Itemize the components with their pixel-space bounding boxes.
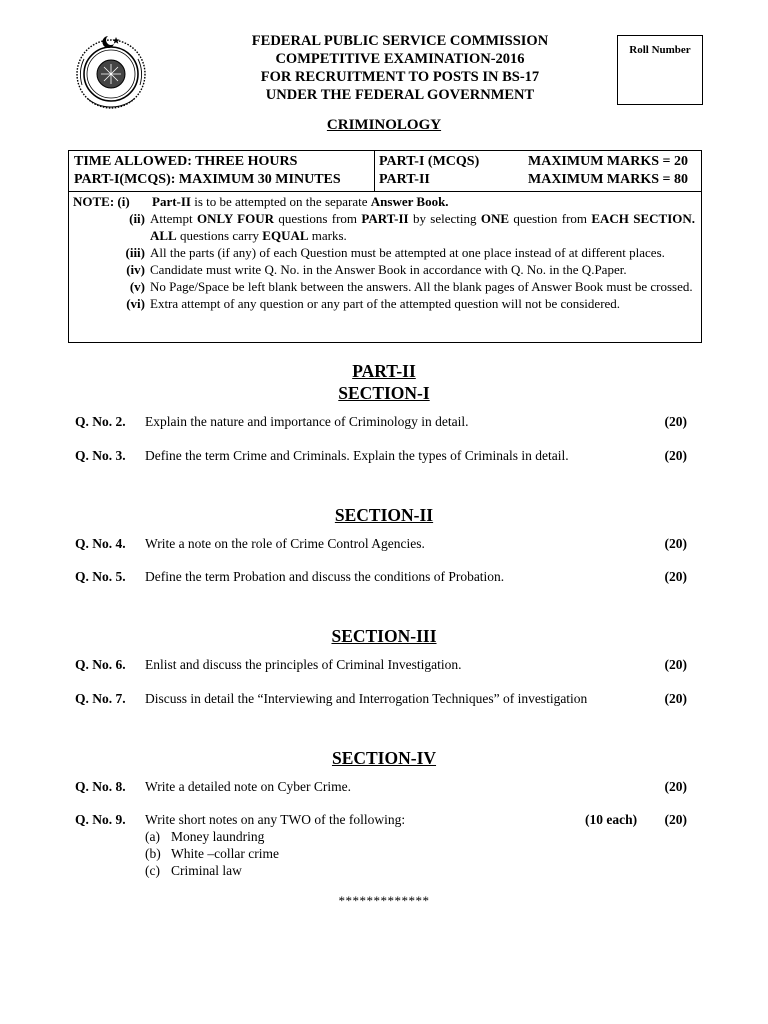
question-marks: (20) (664, 414, 687, 429)
note-label: NOTE: (i) (73, 194, 130, 209)
question-text: Write a detailed note on Cyber Crime. (145, 779, 352, 794)
question-marks: (20) (664, 691, 687, 706)
note-number: (iii) (125, 245, 145, 260)
option-item: (a) Money laundring (145, 829, 265, 844)
note-number: (ii) (129, 211, 145, 226)
note-item (69, 278, 701, 295)
note-text: Part-II is to be attempted on the separate Answer Book. (152, 194, 449, 209)
question-number: Q. No. 2. (75, 414, 126, 429)
note-item (69, 295, 701, 312)
subject-title: CRIMINOLOGY (326, 117, 442, 133)
section-title: SECTION-II (334, 505, 434, 525)
note-text: Attempt ONLY FOUR questions from PART-II by selecting ONE question from EACH SECTION. ALL questions carry EQUAL marks. (150, 211, 696, 243)
note-item (69, 193, 701, 210)
question-text: Write a note on the role of Crime Control Agencies. (145, 536, 425, 551)
part2-marks: MAXIMUM MARKS = 80 (528, 172, 689, 187)
header-line-3: FOR RECRUITMENT TO POSTS IN BS-17 (260, 69, 540, 85)
question-row (75, 811, 695, 881)
question-marks: (20) (664, 569, 687, 584)
time-allowed: TIME ALLOWED: THREE HOURS (74, 154, 298, 169)
note-item (69, 244, 701, 261)
question-text: Define the term Probation and discuss the conditions of Probation. (145, 569, 505, 584)
exam-header (200, 32, 600, 104)
section-title: SECTION-III (331, 626, 437, 646)
question-marks: (20) (664, 448, 687, 463)
note-number: (iv) (126, 262, 145, 277)
option-item: (b) White –collar crime (145, 846, 279, 861)
note-text: All the parts (if any) of each Question must be attempted at one place instead of at different places. (150, 245, 665, 260)
question-marks: (20) (664, 812, 687, 827)
header-line-1: FEDERAL PUBLIC SERVICE COMMISSION (251, 33, 549, 49)
note-number: (vi) (126, 296, 145, 311)
note-item (69, 261, 701, 278)
note-number: (v) (129, 279, 145, 294)
note-text: Extra attempt of any question or any part of the attempted question will not be considered. (150, 296, 621, 311)
part1-time: PART-I(MCQS): MAXIMUM 30 MINUTES (74, 172, 341, 187)
part1-label: PART-I (MCQS) (379, 154, 480, 169)
question-text: Write short notes on any TWO of the following: (145, 812, 406, 827)
question-number: Q. No. 3. (75, 448, 126, 463)
notes-list (69, 193, 701, 312)
question-number: Q. No. 5. (75, 569, 126, 584)
question-number: Q. No. 8. (75, 779, 126, 794)
section-title: SECTION-I (338, 383, 430, 403)
roll-number-label: Roll Number (629, 44, 691, 56)
note-text: Candidate must write Q. No. in the Answer Book in accordance with Q. No. in the Q.Paper. (150, 262, 627, 277)
time-marks-table (69, 151, 701, 192)
question-text: Define the term Crime and Criminals. Explain the types of Criminals in detail. (145, 448, 569, 463)
part1-marks: MAXIMUM MARKS = 20 (528, 154, 689, 169)
header-line-4: UNDER THE FEDERAL GOVERNMENT (265, 87, 535, 103)
question-sub-marks: (10 each) (585, 812, 638, 827)
question-marks: (20) (664, 536, 687, 551)
note-item (69, 210, 701, 244)
question-number: Q. No. 4. (75, 536, 126, 551)
header-line-2: COMPETITIVE EXAMINATION-2016 (275, 51, 525, 67)
roll-number-box[interactable] (617, 35, 703, 105)
fpsc-seal-logo (72, 33, 150, 111)
option-item: (c) Criminal law (145, 863, 242, 878)
question-marks: (20) (664, 657, 687, 672)
part2-label: PART-II (379, 172, 430, 187)
instructions-box (68, 150, 702, 343)
section-title: SECTION-IV (331, 748, 437, 768)
question-number: Q. No. 7. (75, 691, 126, 706)
question-number: Q. No. 6. (75, 657, 126, 672)
question-text: Discuss in detail the “Interviewing and Interrogation Techniques” of investigation (145, 691, 588, 706)
question-text: Explain the nature and importance of Criminology in detail. (145, 414, 469, 429)
note-text: No Page/Space be left blank between the answers. All the blank pages of Answer Book must be crossed. (150, 279, 693, 294)
question-number: Q. No. 9. (75, 812, 126, 827)
question-text: Enlist and discuss the principles of Criminal Investigation. (145, 657, 462, 672)
part-title: PART-II (352, 361, 416, 381)
end-marker: ************* (338, 893, 430, 908)
question-marks: (20) (664, 779, 687, 794)
